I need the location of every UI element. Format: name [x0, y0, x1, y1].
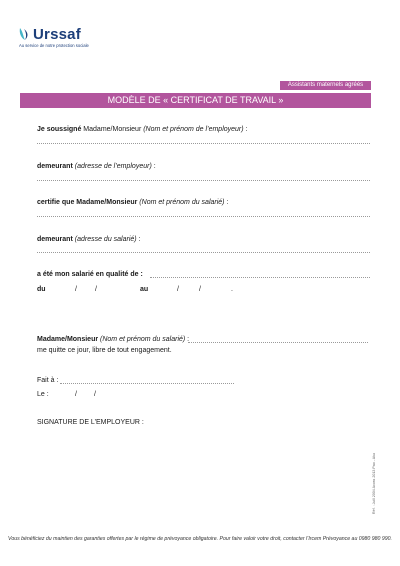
employer-address-label: demeurant (adresse de l’employeur) : — [37, 163, 156, 170]
document-reference: Réf. : Juill 2004 Acoss 2013 Pao - Aku — [372, 453, 376, 514]
signature-label: SIGNATURE DE L’EMPLOYEUR : — [37, 419, 144, 426]
title-banner — [20, 93, 371, 108]
start-date-sep-2: / — [95, 286, 97, 293]
employee-name-field[interactable] — [37, 216, 370, 217]
footer-note: Vous bénéficiez du maintien des garanties offertes par le régime de prévoyance obligatoire. Pour faire valoir votre droit, contacter l’Ircem Prévoyance au 0980 980 990. — [8, 536, 392, 542]
urssaf-logo — [18, 27, 108, 51]
audience-badge: Assistants maternels agréés — [280, 81, 371, 90]
end-date-label: au — [140, 286, 149, 293]
employer-address-field[interactable] — [37, 180, 370, 181]
urssaf-logo-icon — [18, 27, 32, 41]
employer-name-label: Je soussigné Madame/Monsieur (Nom et prénom de l’employeur) : — [37, 126, 248, 133]
employee-address-label: demeurant (adresse du salarié) : — [37, 236, 141, 243]
release-statement: me quitte ce jour, libre de tout engagement. — [37, 347, 172, 354]
brand-tagline: Au service de notre protection sociale — [19, 43, 89, 48]
leaving-employee-label: Madame/Monsieur (Nom et prénom du salarié) : — [37, 336, 190, 343]
end-date-sep-2: / — [199, 286, 201, 293]
page-title: MODÈLE DE « CERTIFICAT DE TRAVAIL » — [107, 95, 284, 105]
brand-name: Urssaf — [33, 26, 81, 43]
place-field[interactable] — [60, 383, 234, 384]
employee-address-field[interactable] — [37, 252, 370, 253]
employer-name-field[interactable] — [37, 143, 370, 144]
employee-name-label: certifie que Madame/Monsieur (Nom et prénom du salarié) : — [37, 199, 229, 206]
end-date-period: . — [231, 286, 233, 293]
end-date-sep-1: / — [177, 286, 179, 293]
place-label: Fait à : — [37, 377, 59, 384]
date-sep-1: / — [75, 391, 77, 398]
leaving-employee-field[interactable] — [188, 342, 368, 343]
job-title-label: a été mon salarié en qualité de : — [37, 271, 143, 278]
job-title-field[interactable] — [150, 277, 370, 278]
date-label: Le : — [37, 391, 49, 398]
start-date-label: du — [37, 286, 46, 293]
date-sep-2: / — [94, 391, 96, 398]
start-date-sep-1: / — [75, 286, 77, 293]
